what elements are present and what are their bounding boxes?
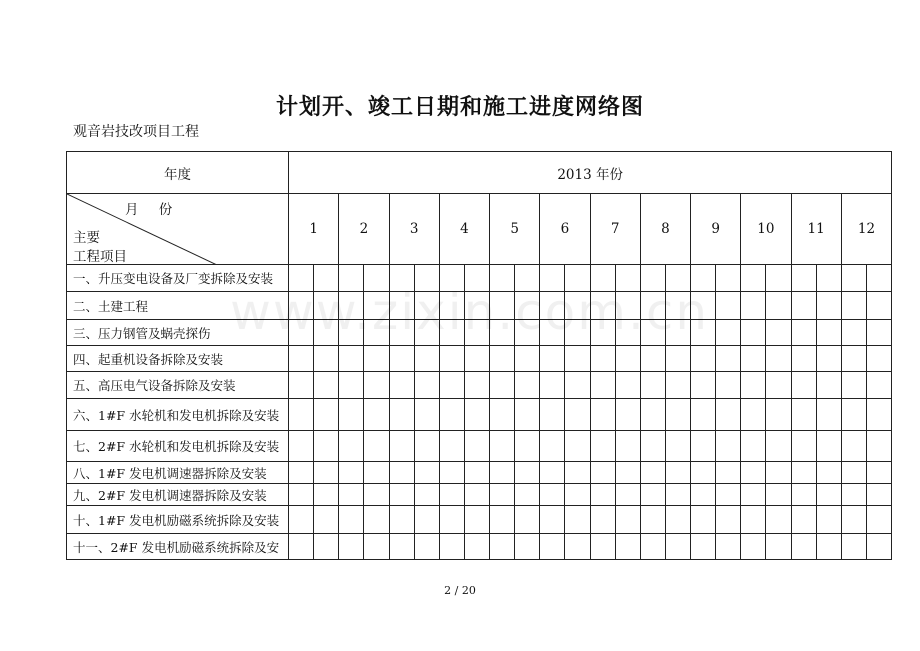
schedule-cell <box>414 399 439 431</box>
schedule-cell <box>741 292 766 320</box>
month-cell: 1 <box>289 194 339 265</box>
schedule-cell <box>816 372 841 399</box>
schedule-cell <box>565 484 590 506</box>
schedule-cell <box>289 346 314 372</box>
schedule-cell <box>590 372 615 399</box>
schedule-cell <box>741 431 766 462</box>
table-row <box>67 346 892 372</box>
schedule-cell <box>816 320 841 346</box>
schedule-cell <box>540 462 565 484</box>
month-cell: 12 <box>841 194 892 265</box>
schedule-cell <box>515 431 540 462</box>
schedule-cell <box>515 484 540 506</box>
schedule-cell <box>741 399 766 431</box>
schedule-cell <box>389 431 414 462</box>
schedule-cell <box>389 534 414 560</box>
schedule-cell <box>665 484 690 506</box>
schedule-cell <box>339 431 364 462</box>
schedule-cell <box>866 484 891 506</box>
schedule-cell <box>716 462 741 484</box>
schedule-cell <box>590 399 615 431</box>
schedule-cell <box>716 431 741 462</box>
schedule-table <box>66 151 892 560</box>
schedule-cell <box>640 534 665 560</box>
schedule-cell <box>866 320 891 346</box>
schedule-cell <box>515 534 540 560</box>
schedule-cell <box>414 346 439 372</box>
month-label: 月 份 <box>125 202 181 218</box>
schedule-cell <box>565 431 590 462</box>
schedule-cell <box>716 265 741 292</box>
schedule-cell <box>339 399 364 431</box>
schedule-cell <box>540 431 565 462</box>
schedule-cell <box>389 506 414 534</box>
main-label: 主要 <box>73 230 100 246</box>
schedule-cell <box>439 534 464 560</box>
schedule-cell <box>439 346 464 372</box>
schedule-cell <box>439 399 464 431</box>
schedule-cell <box>766 506 791 534</box>
schedule-cell <box>766 320 791 346</box>
schedule-cell <box>615 506 640 534</box>
schedule-cell <box>640 399 665 431</box>
schedule-cell <box>791 399 816 431</box>
schedule-cell <box>314 462 339 484</box>
schedule-cell <box>766 534 791 560</box>
schedule-cell <box>665 399 690 431</box>
project-name: 观音岩技改项目工程 <box>73 124 199 140</box>
schedule-cell <box>766 292 791 320</box>
month-cell: 3 <box>389 194 439 265</box>
schedule-cell <box>716 372 741 399</box>
schedule-cell <box>716 292 741 320</box>
schedule-cell <box>741 534 766 560</box>
row-label: 八、1#F 发电机调速器拆除及安装 <box>67 462 289 484</box>
watermark: www.zixin.com.cn <box>230 283 710 341</box>
schedule-cell <box>716 346 741 372</box>
schedule-cell <box>766 399 791 431</box>
schedule-cell <box>540 484 565 506</box>
schedule-cell <box>841 292 866 320</box>
schedule-cell <box>314 506 339 534</box>
schedule-cell <box>364 399 389 431</box>
schedule-cell <box>691 372 716 399</box>
schedule-cell <box>741 462 766 484</box>
schedule-cell <box>741 265 766 292</box>
schedule-cell <box>791 346 816 372</box>
row-label: 六、1#F 水轮机和发电机拆除及安装 <box>67 399 289 431</box>
schedule-cell <box>791 265 816 292</box>
schedule-cell <box>339 484 364 506</box>
diagonal-header-cell <box>67 194 289 265</box>
schedule-cell <box>439 462 464 484</box>
schedule-cell <box>314 399 339 431</box>
schedule-cell <box>364 346 389 372</box>
schedule-cell <box>464 534 489 560</box>
schedule-cell <box>364 462 389 484</box>
schedule-cell <box>741 320 766 346</box>
schedule-cell <box>841 534 866 560</box>
row-label: 十、1#F 发电机励磁系统拆除及安装 <box>67 506 289 534</box>
schedule-cell <box>665 506 690 534</box>
month-cell: 6 <box>540 194 590 265</box>
table-row <box>67 484 892 506</box>
schedule-cell <box>640 506 665 534</box>
schedule-cell <box>766 462 791 484</box>
month-cell: 11 <box>791 194 841 265</box>
month-cell: 8 <box>640 194 690 265</box>
schedule-cell <box>314 431 339 462</box>
schedule-cell <box>565 346 590 372</box>
row-label: 七、2#F 水轮机和发电机拆除及安装 <box>67 431 289 462</box>
schedule-cell <box>866 506 891 534</box>
schedule-cell <box>590 534 615 560</box>
schedule-cell <box>464 506 489 534</box>
schedule-cell <box>866 462 891 484</box>
schedule-cell <box>791 292 816 320</box>
schedule-cell <box>791 506 816 534</box>
schedule-cell <box>364 506 389 534</box>
schedule-cell <box>314 484 339 506</box>
schedule-cell <box>615 346 640 372</box>
schedule-cell <box>414 484 439 506</box>
table-row <box>67 431 892 462</box>
schedule-cell <box>515 346 540 372</box>
schedule-cell <box>791 534 816 560</box>
schedule-cell <box>716 320 741 346</box>
schedule-cell <box>464 431 489 462</box>
month-header-row <box>67 194 892 265</box>
schedule-cell <box>289 372 314 399</box>
schedule-cell <box>339 506 364 534</box>
schedule-cell <box>766 484 791 506</box>
schedule-cell <box>766 346 791 372</box>
schedule-cell <box>766 431 791 462</box>
row-label: 四、起重机设备拆除及安装 <box>67 346 289 372</box>
schedule-cell <box>414 431 439 462</box>
schedule-cell <box>866 265 891 292</box>
schedule-cell <box>590 431 615 462</box>
schedule-cell <box>515 462 540 484</box>
schedule-cell <box>841 431 866 462</box>
schedule-cell <box>866 399 891 431</box>
schedule-cell <box>716 534 741 560</box>
schedule-cell <box>490 372 515 399</box>
schedule-cell <box>464 346 489 372</box>
schedule-cell <box>590 506 615 534</box>
schedule-cell <box>339 372 364 399</box>
schedule-cell <box>414 372 439 399</box>
year-header-cell: 年度 <box>67 152 289 194</box>
schedule-cell <box>540 346 565 372</box>
schedule-cell <box>816 484 841 506</box>
schedule-cell <box>640 484 665 506</box>
schedule-cell <box>615 431 640 462</box>
schedule-cell <box>691 506 716 534</box>
schedule-cell <box>590 484 615 506</box>
schedule-cell <box>716 506 741 534</box>
schedule-cell <box>791 372 816 399</box>
schedule-cell <box>640 372 665 399</box>
schedule-cell <box>414 534 439 560</box>
schedule-cell <box>640 431 665 462</box>
schedule-cell <box>716 399 741 431</box>
schedule-cell <box>841 484 866 506</box>
schedule-cell <box>314 534 339 560</box>
schedule-cell <box>841 462 866 484</box>
schedule-cell <box>841 399 866 431</box>
schedule-cell <box>490 346 515 372</box>
schedule-cell <box>439 431 464 462</box>
table-row <box>67 534 892 560</box>
schedule-cell <box>364 431 389 462</box>
schedule-cell <box>665 534 690 560</box>
schedule-cell <box>665 462 690 484</box>
schedule-cell <box>540 534 565 560</box>
schedule-cell <box>389 484 414 506</box>
schedule-cell <box>414 506 439 534</box>
schedule-cell <box>741 372 766 399</box>
schedule-cell <box>490 399 515 431</box>
schedule-cell <box>439 506 464 534</box>
schedule-cell <box>691 534 716 560</box>
row-label: 五、高压电气设备拆除及安装 <box>67 372 289 399</box>
schedule-cell <box>515 399 540 431</box>
schedule-cell <box>691 399 716 431</box>
schedule-cell <box>766 265 791 292</box>
schedule-cell <box>490 484 515 506</box>
schedule-cell <box>314 372 339 399</box>
schedule-cell <box>816 292 841 320</box>
schedule-cell <box>866 534 891 560</box>
year-value-cell: 2013 年份 <box>289 152 892 194</box>
month-cell: 10 <box>741 194 791 265</box>
schedule-cell <box>439 372 464 399</box>
schedule-cell <box>490 534 515 560</box>
schedule-cell <box>515 372 540 399</box>
schedule-cell <box>691 346 716 372</box>
schedule-cell <box>540 506 565 534</box>
schedule-cell <box>364 534 389 560</box>
schedule-cell <box>741 484 766 506</box>
month-cell: 2 <box>339 194 389 265</box>
schedule-cell <box>565 534 590 560</box>
schedule-cell <box>665 346 690 372</box>
schedule-cell <box>841 265 866 292</box>
schedule-cell <box>540 372 565 399</box>
schedule-cell <box>515 506 540 534</box>
schedule-cell <box>565 462 590 484</box>
schedule-cell <box>464 462 489 484</box>
page-number: 2 / 20 <box>444 584 476 597</box>
schedule-cell <box>339 534 364 560</box>
schedule-cell <box>490 506 515 534</box>
table-row <box>67 462 892 484</box>
month-cell: 4 <box>439 194 489 265</box>
table-row <box>67 372 892 399</box>
schedule-cell <box>741 506 766 534</box>
month-cell: 7 <box>590 194 640 265</box>
schedule-cell <box>791 484 816 506</box>
schedule-cell <box>289 484 314 506</box>
schedule-cell <box>665 372 690 399</box>
schedule-cell <box>464 372 489 399</box>
schedule-cell <box>590 462 615 484</box>
schedule-cell <box>640 346 665 372</box>
schedule-cell <box>364 484 389 506</box>
schedule-cell <box>615 534 640 560</box>
schedule-cell <box>691 431 716 462</box>
schedule-cell <box>364 372 389 399</box>
schedule-cell <box>339 462 364 484</box>
schedule-cell <box>289 462 314 484</box>
schedule-cell <box>841 320 866 346</box>
schedule-cell <box>289 399 314 431</box>
schedule-cell <box>866 372 891 399</box>
schedule-cell <box>841 506 866 534</box>
schedule-cell <box>866 346 891 372</box>
schedule-cell <box>691 484 716 506</box>
schedule-cell <box>389 462 414 484</box>
schedule-cell <box>464 399 489 431</box>
schedule-cell <box>816 506 841 534</box>
schedule-cell <box>615 399 640 431</box>
year-header-row <box>67 152 892 194</box>
schedule-cell <box>791 462 816 484</box>
schedule-cell <box>841 346 866 372</box>
row-label: 一、升压变电设备及厂变拆除及安装 <box>67 265 289 292</box>
schedule-cell <box>389 346 414 372</box>
schedule-cell <box>289 506 314 534</box>
row-label: 九、2#F 发电机调速器拆除及安装 <box>67 484 289 506</box>
schedule-cell <box>665 431 690 462</box>
schedule-cell <box>791 431 816 462</box>
schedule-cell <box>565 372 590 399</box>
schedule-cell <box>490 462 515 484</box>
schedule-cell <box>464 484 489 506</box>
document-title: 计划开、竣工日期和施工进度网络图 <box>275 95 644 120</box>
schedule-cell <box>439 484 464 506</box>
schedule-cell <box>691 462 716 484</box>
schedule-cell <box>716 484 741 506</box>
schedule-cell <box>289 534 314 560</box>
schedule-cell <box>816 399 841 431</box>
table-row <box>67 399 892 431</box>
schedule-cell <box>339 346 364 372</box>
schedule-cell <box>289 431 314 462</box>
schedule-cell <box>389 372 414 399</box>
schedule-cell <box>540 399 565 431</box>
schedule-cell <box>615 462 640 484</box>
schedule-cell <box>414 462 439 484</box>
schedule-cell <box>816 346 841 372</box>
schedule-cell <box>565 506 590 534</box>
row-label: 三、压力钢管及蜗壳探伤 <box>67 320 289 346</box>
month-cell: 5 <box>490 194 540 265</box>
schedule-cell <box>816 534 841 560</box>
schedule-cell <box>565 399 590 431</box>
schedule-cell <box>841 372 866 399</box>
row-label: 二、土建工程 <box>67 292 289 320</box>
table-row <box>67 506 892 534</box>
schedule-cell <box>490 431 515 462</box>
schedule-cell <box>816 431 841 462</box>
month-cell: 9 <box>691 194 741 265</box>
schedule-cell <box>615 372 640 399</box>
schedule-cell <box>866 292 891 320</box>
schedule-cell <box>816 265 841 292</box>
schedule-cell <box>590 346 615 372</box>
schedule-cell <box>615 484 640 506</box>
row-label: 十一、2#F 发电机励磁系统拆除及安 <box>67 534 289 560</box>
schedule-cell <box>640 462 665 484</box>
schedule-cell <box>314 346 339 372</box>
schedule-cell <box>389 399 414 431</box>
schedule-cell <box>816 462 841 484</box>
schedule-cell <box>766 372 791 399</box>
schedule-cell <box>866 431 891 462</box>
project-label: 工程项目 <box>73 249 127 265</box>
schedule-cell <box>741 346 766 372</box>
schedule-cell <box>791 320 816 346</box>
